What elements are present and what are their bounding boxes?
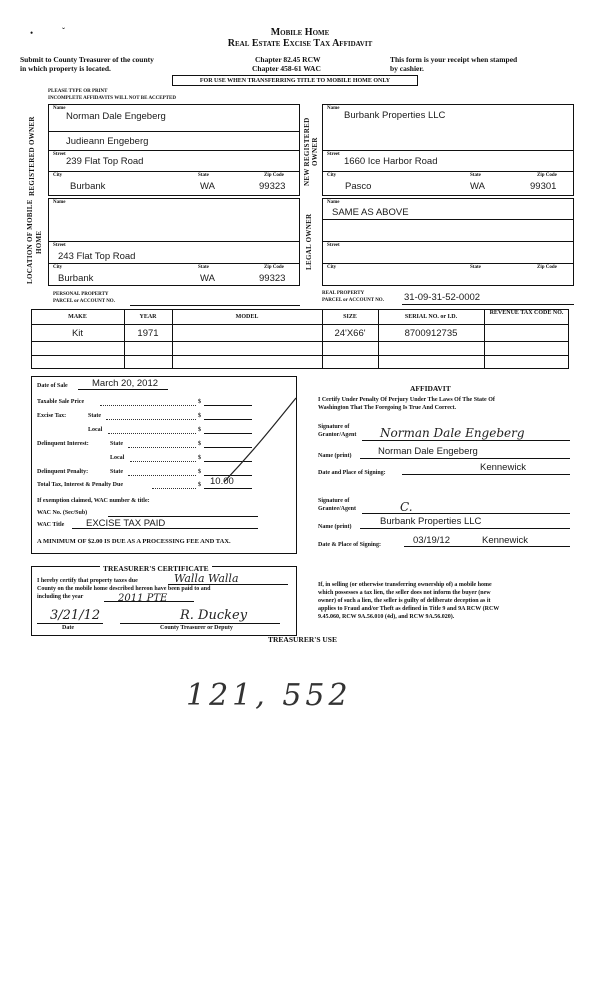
loc-city: Burbank bbox=[58, 273, 94, 284]
loc-zip-label: Zip Code bbox=[264, 265, 284, 270]
incomplete-warning: INCOMPLETE AFFIDAVITS WILL NOT BE ACCEPTED bbox=[48, 96, 176, 101]
ro-street-label: Street bbox=[53, 152, 66, 157]
grantee-name: Burbank Properties LLC bbox=[380, 516, 482, 527]
treasurer-signature: R. Duckey bbox=[180, 608, 248, 623]
excise-tax-label: Excise Tax: bbox=[37, 413, 67, 419]
col-revenue-code: REVENUE TAX CODE NO. bbox=[489, 310, 564, 316]
please-type: PLEASE TYPE OR PRINT bbox=[48, 89, 108, 94]
location-label: LOCATION OF MOBILE HOME bbox=[26, 199, 43, 285]
scan-mark: ˇ bbox=[62, 26, 65, 36]
affidavit-certify: I Certify Under Penalty Of Perjury Under The Laws Of The State Of bbox=[318, 397, 495, 403]
lo-name-label: Name bbox=[327, 200, 340, 205]
treasurer-year: 2011 PTE bbox=[118, 593, 168, 604]
usage-banner-text: FOR USE WHEN TRANSFERRING TITLE TO MOBILE HOME ONLY bbox=[199, 78, 391, 84]
grantee-date-place-label: Date & Place of Signing: bbox=[318, 542, 381, 548]
total-due-label: Total Tax, Interest & Penalty Due bbox=[37, 482, 124, 488]
wac-title: EXCISE TAX PAID bbox=[86, 518, 166, 529]
grantee-date: 03/19/12 bbox=[413, 535, 450, 546]
cell-make: Kit bbox=[71, 328, 84, 339]
excise-state-label: State bbox=[88, 413, 101, 419]
cell-serial: 8700912735 bbox=[404, 328, 458, 339]
no-city-label: City bbox=[327, 173, 337, 178]
no-street-label: Street bbox=[327, 152, 340, 157]
cell-size: 24'X66' bbox=[334, 328, 366, 339]
chapter-rcw: Chapter 82.45 RCW bbox=[255, 55, 321, 64]
no-name: Burbank Properties LLC bbox=[344, 110, 446, 121]
ro-name: Norman Dale Engeberg bbox=[66, 111, 166, 122]
ro-zip-label: Zip Code bbox=[264, 173, 284, 178]
lo-zip-label: Zip Code bbox=[537, 265, 557, 270]
wac-no-label: WAC No. (Sec/Sub) bbox=[37, 510, 88, 516]
ro-state: WA bbox=[200, 181, 215, 192]
no-zip: 99301 bbox=[530, 181, 557, 192]
legal-owner-label: LEGAL OWNER bbox=[305, 213, 313, 271]
grantee-place: Kennewick bbox=[482, 535, 528, 546]
lo-name: SAME AS ABOVE bbox=[332, 207, 409, 218]
ro-state-label: State bbox=[198, 173, 209, 178]
treasurer-line-2: County on the mobile home described hereon have been paid to and bbox=[37, 586, 211, 592]
treasurer-sig-label: County Treasurer or Deputy bbox=[160, 625, 233, 631]
warning-line-3: owner) of such a lien, the seller is guilty of deliberate deception as it bbox=[318, 598, 491, 604]
col-model: MODEL bbox=[235, 314, 259, 320]
grantee-sig-label: Signature of bbox=[318, 498, 350, 504]
delinquent-interest-label: Delinquent Interest: bbox=[37, 441, 89, 447]
chapter-wac: Chapter 458-61 WAC bbox=[252, 64, 321, 73]
loc-state-label: State bbox=[198, 265, 209, 270]
personal-property-label: PERSONAL PROPERTY bbox=[53, 292, 109, 297]
grantor-place: Kennewick bbox=[480, 462, 526, 473]
interest-state-label: State bbox=[110, 441, 123, 447]
grantor-name-label: Name (print) bbox=[318, 453, 352, 459]
real-property-number: 31-09-31-52-0002 bbox=[404, 292, 481, 303]
treasurer-line-3: including the year bbox=[37, 594, 84, 600]
loc-name-label: Name bbox=[53, 200, 66, 205]
ro-zip: 99323 bbox=[259, 181, 286, 192]
date-of-sale: March 20, 2012 bbox=[92, 378, 159, 389]
treasurer-heading: TREASURER'S CERTIFICATE bbox=[100, 564, 212, 573]
no-state-label: State bbox=[470, 173, 481, 178]
minimum-fee-note: A MINIMUM OF $2.00 IS DUE AS A PROCESSING FEE AND TAX. bbox=[37, 538, 231, 545]
warning-line-1: If, in selling (or otherwise transferring ownership of) a mobile home bbox=[318, 582, 492, 588]
ro-name-label: Name bbox=[53, 106, 66, 111]
treasurers-use-label: TREASURER'S USE bbox=[268, 635, 337, 644]
dollar-sign: $ bbox=[198, 455, 201, 461]
loc-street: 243 Flat Top Road bbox=[58, 251, 136, 262]
form-subtitle: Real Estate Excise Tax Affidavit bbox=[227, 38, 373, 49]
treasurer-date: 3/21/12 bbox=[50, 608, 101, 623]
ro-name-2: Judieann Engeberg bbox=[66, 136, 149, 147]
grantor-name: Norman Dale Engeberg bbox=[378, 446, 478, 457]
grantee-sig-label-2: Grantee/Agent bbox=[318, 506, 356, 512]
real-property-label-2: PARCEL or ACCOUNT NO. bbox=[322, 298, 384, 303]
warning-line-5: 9.45.060, RCW 9A.56.010 (4d), and RCW 9A.56.020). bbox=[318, 614, 455, 620]
scan-mark: • bbox=[30, 28, 34, 38]
dollar-sign: $ bbox=[198, 399, 201, 405]
dollar-sign: $ bbox=[198, 441, 201, 447]
warning-line-2: which possesses a tax lien, the seller does not inform the buyer (new bbox=[318, 590, 491, 596]
excise-local-label: Local bbox=[88, 427, 103, 433]
receipt-note-2: by cashier. bbox=[390, 64, 424, 73]
col-year: YEAR bbox=[139, 314, 157, 320]
grantor-sig-label-2: Grantor/Agent bbox=[318, 432, 357, 438]
no-street: 1660 Ice Harbor Road bbox=[344, 156, 438, 167]
lo-street-label: Street bbox=[327, 243, 340, 248]
registered-owner-label: REGISTERED OWNER bbox=[28, 116, 36, 196]
handwritten-receipt-number: 121, 552 bbox=[186, 678, 352, 713]
taxable-sale-price-label: Taxable Sale Price bbox=[37, 399, 85, 405]
no-zip-label: Zip Code bbox=[537, 173, 557, 178]
no-city: Pasco bbox=[345, 181, 372, 192]
ro-city-label: City bbox=[53, 173, 63, 178]
warning-line-4: applies to Fraud and/or Theft as defined in Title 9 and 9A RCW (RCW bbox=[318, 606, 500, 612]
total-due: 10.00 bbox=[210, 476, 234, 487]
date-of-sale-label: Date of Sale bbox=[37, 383, 68, 389]
dollar-sign: $ bbox=[198, 427, 201, 433]
loc-zip: 99323 bbox=[259, 273, 286, 284]
loc-street-label: Street bbox=[53, 243, 66, 248]
grantor-sig-label: Signature of bbox=[318, 424, 350, 430]
delinquent-penalty-label: Delinquent Penalty: bbox=[37, 469, 89, 475]
cell-year: 1971 bbox=[137, 328, 159, 339]
treasurer-line-1: I hereby certify that property taxes due bbox=[37, 578, 138, 584]
loc-city-label: City bbox=[53, 265, 63, 270]
ro-street: 239 Flat Top Road bbox=[66, 156, 144, 167]
affidavit-heading: AFFIDAVIT bbox=[410, 384, 451, 393]
submit-instruction-2: in which property is located. bbox=[20, 64, 111, 73]
loc-state: WA bbox=[200, 273, 215, 284]
affidavit-certify-2: Washington That The Foregoing Is True And Correct. bbox=[318, 405, 457, 411]
col-serial: SERIAL NO. or I.D. bbox=[404, 314, 458, 320]
dollar-sign: $ bbox=[198, 469, 201, 475]
interest-local-label: Local bbox=[110, 455, 125, 461]
dollar-sign: $ bbox=[198, 482, 201, 488]
exemption-label: If exemption claimed, WAC number & title: bbox=[37, 498, 150, 504]
penalty-state-label: State bbox=[110, 469, 123, 475]
lo-city-label: City bbox=[327, 265, 337, 270]
receipt-note: This form is your receipt when stamped bbox=[390, 55, 518, 64]
grantee-signature: C. ____ bbox=[400, 500, 441, 514]
dollar-sign: $ bbox=[198, 413, 201, 419]
ro-city: Burbank bbox=[70, 181, 106, 192]
new-registered-owner-label: NEW REGISTERED OWNER bbox=[303, 117, 319, 187]
grantor-signature: Norman Dale Engeberg bbox=[380, 426, 525, 440]
grantor-date-place-label: Date and Place of Signing: bbox=[318, 470, 386, 476]
no-name-label: Name bbox=[327, 106, 340, 111]
grantee-name-label: Name (print) bbox=[318, 524, 352, 530]
treasurer-county: Walla Walla bbox=[174, 572, 239, 585]
submit-instruction: Submit to County Treasurer of the county bbox=[20, 55, 154, 64]
no-state: WA bbox=[470, 181, 485, 192]
real-property-label: REAL PROPERTY bbox=[322, 291, 365, 296]
col-size: SIZE bbox=[343, 314, 357, 320]
lo-state-label: State bbox=[470, 265, 481, 270]
wac-title-label: WAC Title bbox=[37, 522, 65, 528]
form-title: Mobile Home bbox=[270, 27, 330, 38]
col-make: MAKE bbox=[68, 314, 87, 320]
treasurer-date-label: Date bbox=[62, 625, 74, 631]
personal-property-label-2: PARCEL or ACCOUNT NO. bbox=[53, 299, 115, 304]
